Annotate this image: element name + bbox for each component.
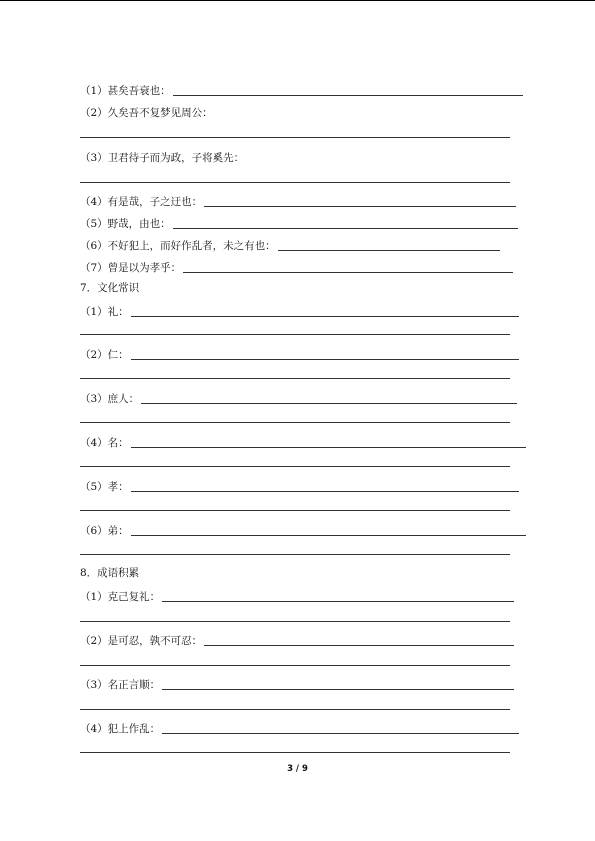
s7-3-answer-line-2[interactable] — [80, 422, 510, 423]
q6-1-row — [80, 78, 523, 98]
s8-1-label: （1）克己复礼： — [80, 591, 161, 603]
q6-6-row — [80, 233, 500, 253]
s7-5-label: （5）孝： — [80, 481, 129, 493]
s7-2-answer-line-2[interactable] — [80, 378, 510, 379]
s8-3-answer-line[interactable] — [162, 689, 514, 690]
s8-3-label: （3）名正言顺： — [80, 679, 161, 691]
s7-4-answer-line-2[interactable] — [80, 466, 510, 467]
s8-1-answer-line[interactable] — [162, 601, 514, 602]
s7-3-row — [80, 386, 517, 406]
s7-2-row — [80, 342, 519, 362]
s7-5-row — [80, 474, 519, 494]
q6-4-answer-line[interactable] — [204, 206, 516, 207]
s7-1-label: （1）礼： — [80, 306, 129, 318]
s8-2-row — [80, 628, 514, 648]
q6-2-answer-line[interactable] — [80, 137, 510, 138]
page-top-rule — [0, 0, 595, 1]
q6-2-label: （2）久矣吾不复梦见周公： — [80, 107, 213, 119]
q6-6-answer-line[interactable] — [278, 250, 500, 251]
s8-4-answer-line-2[interactable] — [80, 752, 510, 753]
s7-1-answer-line[interactable] — [131, 316, 519, 317]
s8-4-label: （4）犯上作乱： — [80, 723, 161, 735]
q6-1-label: （1）甚矣吾衰也： — [80, 85, 171, 97]
s7-4-row — [80, 430, 526, 450]
s7-6-answer-line[interactable] — [131, 535, 526, 536]
q6-3-answer-line[interactable] — [80, 182, 510, 183]
s7-6-row — [80, 518, 526, 538]
s7-4-answer-line[interactable] — [131, 447, 526, 448]
s7-1-answer-line-2[interactable] — [80, 334, 510, 335]
s8-2-label: （2）是可忍，孰不可忍： — [80, 635, 203, 647]
q6-4-label: （4）有是哉，子之迂也： — [80, 196, 203, 208]
q6-3-row — [80, 145, 244, 165]
q6-2-row — [80, 100, 213, 120]
s8-3-answer-line-2[interactable] — [80, 709, 510, 710]
q6-4-row — [80, 189, 516, 209]
q6-5-row — [80, 211, 518, 231]
s7-6-answer-line-2[interactable] — [80, 554, 510, 555]
q6-7-answer-line[interactable] — [183, 272, 513, 273]
q6-7-row — [80, 255, 513, 275]
s7-6-label: （6）弟： — [80, 525, 129, 537]
q6-5-label: （5）野哉，由也： — [80, 218, 171, 230]
q6-5-answer-line[interactable] — [173, 228, 518, 229]
s7-1-row — [80, 299, 519, 319]
s8-3-row — [80, 672, 514, 692]
s7-3-label: （3）庶人： — [80, 393, 140, 405]
s8-2-answer-line-2[interactable] — [80, 665, 510, 666]
q6-7-label: （7）曾是以为孝乎： — [80, 262, 182, 274]
q6-1-answer-line[interactable] — [173, 95, 523, 96]
s7-2-label: （2）仁： — [80, 349, 129, 361]
q6-3-label: （3）卫君待子而为政，子将奚先： — [80, 152, 245, 164]
s8-1-answer-line-2[interactable] — [80, 621, 510, 622]
s8-4-answer-line[interactable] — [162, 733, 519, 734]
section-7-title: 7．文化常识 — [80, 282, 140, 294]
s8-4-row — [80, 716, 519, 736]
section-8-title: 8．成语积累 — [80, 567, 140, 579]
s7-5-answer-line[interactable] — [131, 491, 519, 492]
s8-1-row — [80, 584, 514, 604]
s7-3-answer-line[interactable] — [141, 403, 517, 404]
s8-2-answer-line[interactable] — [204, 645, 514, 646]
s7-5-answer-line-2[interactable] — [80, 510, 510, 511]
s7-4-label: （4）名： — [80, 437, 129, 449]
s7-2-answer-line[interactable] — [131, 359, 519, 360]
q6-6-label: （6）不好犯上，而好作乱者，未之有也： — [80, 240, 276, 252]
page-number: 3 / 9 — [287, 764, 308, 774]
